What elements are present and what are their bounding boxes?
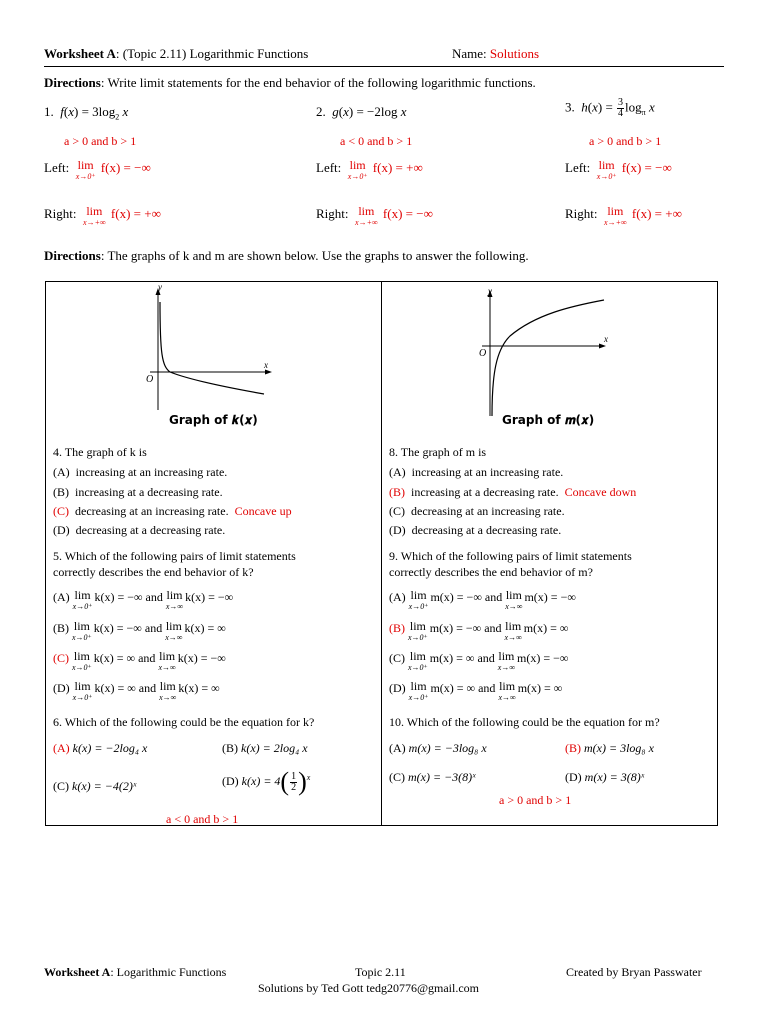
q5-option-d: (D) lim x→0⁺ k(x) = ∞ and lim x→∞ k(x) = ∞ — [53, 679, 220, 702]
q6-stem: 6. Which of the following could be the equation for k? — [53, 715, 315, 729]
problem-1-number: 1. — [44, 104, 54, 119]
q10-stem: 10. Which of the following could be the equation for m? — [389, 715, 660, 729]
problem-2-left-result: f(x) = +∞ — [372, 160, 423, 175]
problem-1-func-name: f — [60, 104, 64, 119]
q6-option-d: (D) k(x) = 4( $\frac{1}{2}$ )$^x$ — [222, 767, 311, 796]
q10-condition: a > 0 and b > 1 — [499, 793, 572, 807]
problem-2-left-limit — [316, 160, 423, 182]
problem-2-func-name: g — [332, 104, 339, 119]
problem-3-base: π — [641, 108, 646, 118]
graph-m-x-label: x — [604, 334, 608, 344]
q4-stem: 4. The graph of k is — [53, 445, 147, 459]
q9-option-a: (A) lim x→0⁺ m(x) = −∞ and lim x→∞ m(x) = −∞ — [389, 588, 576, 611]
q5-stem-line2: correctly describes the end behavior of k? — [53, 565, 254, 579]
problem-1-right-limit — [44, 206, 161, 228]
worksheet-header — [44, 46, 308, 62]
problem-3-condition: a > 0 and b > 1 — [589, 134, 662, 148]
q6-condition: a < 0 and b > 1 — [166, 812, 239, 826]
problem-2-right-result: f(x) = −∞ — [382, 206, 433, 221]
problem-3-left-limit — [565, 160, 672, 182]
graph-m-y-label: y — [488, 286, 492, 296]
graph-m-title: Graph of 𝒎(𝒙) — [502, 413, 595, 427]
directions-2 — [44, 248, 529, 264]
footer-topic: Topic 2.11 — [355, 965, 406, 979]
problem-3-coef-fraction: $\frac{3}{4}$ — [618, 97, 624, 119]
q9-option-b: (B) lim x→0⁺ m(x) = −∞ and lim x→∞ m(x) = ∞ — [389, 619, 569, 642]
directions-2-label: Directions — [44, 248, 101, 263]
q5-option-c: (C) lim x→0⁺ k(x) = ∞ and lim x→∞ k(x) = −∞ — [53, 649, 226, 672]
limit-left-1: lim x→0⁺ — [75, 158, 96, 181]
q4-option-d: (D) decreasing at a decreasing rate. — [53, 523, 226, 537]
q8-option-c: (C) decreasing at an increasing rate. — [389, 504, 565, 518]
graph-m-origin: O — [479, 348, 487, 359]
q10-option-b: (B) m(x) = 3log₈ x — [565, 741, 654, 755]
q10-option-c: (C) m(x) = −3(8)ˣ — [389, 770, 476, 784]
footer-solutions-credit: Solutions by Ted Gott tedg20776@gmail.com — [258, 981, 479, 995]
q9-stem-line1: 9. Which of the following pairs of limit statements — [389, 549, 632, 563]
name-value: Solutions — [489, 46, 540, 61]
q9-option-d: (D) lim x→0⁺ m(x) = ∞ and lim x→∞ m(x) = ∞ — [389, 679, 563, 702]
topic-text: : (Topic 2.11) Logarithmic Functions — [115, 46, 309, 61]
problem-2-left-label: Left: — [316, 160, 342, 175]
graph-m — [476, 284, 616, 420]
graphs-box-divider — [381, 281, 382, 826]
problem-3-number: 3. — [565, 99, 575, 115]
problem-2-condition: a < 0 and b > 1 — [340, 134, 413, 148]
problem-2-right-limit — [316, 206, 433, 228]
limit-right-1: lim x→+∞ — [83, 204, 106, 227]
directions-1-text: : Write limit statements for the end behavior of the following logarithmic functions. — [100, 75, 536, 90]
q4-option-c: (C) decreasing at an increasing rate. Concave up — [53, 504, 292, 518]
header-rule — [44, 66, 724, 67]
limit-right-2: lim x→+∞ — [355, 204, 378, 227]
graph-k-title: Graph of 𝒌(𝒙) — [169, 413, 258, 427]
problem-1-condition: a > 0 and b > 1 — [64, 134, 137, 148]
problem-3-right-limit — [565, 206, 682, 228]
graph-k — [140, 284, 280, 414]
limit-left-2: lim x→0⁺ — [347, 158, 368, 181]
q8-option-d: (D) decreasing at a decreasing rate. — [389, 523, 562, 537]
footer-title: : Logarithmic Functions — [110, 965, 227, 979]
problem-3-left-result: f(x) = −∞ — [621, 160, 672, 175]
limit-right-3: lim x→+∞ — [604, 204, 627, 227]
q10-option-a: (A) m(x) = −3log₈ x — [389, 741, 487, 755]
q5-option-b: (B) lim x→0⁺ k(x) = −∞ and lim x→∞ k(x) = ∞ — [53, 619, 226, 642]
graph-k-origin: O — [146, 374, 154, 385]
q4-option-b: (B) increasing at a decreasing rate. — [53, 485, 223, 499]
footer-created-by: Created by Bryan Passwater — [566, 965, 702, 979]
q5-option-a: (A) lim x→0⁺ k(x) = −∞ and lim x→∞ k(x) = −∞ — [53, 588, 234, 611]
problem-1-left-label: Left: — [44, 160, 70, 175]
problem-3-right-result: f(x) = +∞ — [631, 206, 682, 221]
q4-option-a: (A) increasing at an increasing rate. — [53, 465, 228, 479]
footer-worksheet-label: Worksheet A — [44, 965, 111, 979]
problem-1-function: 1. $f(x) = 3\log_2$ x — [44, 104, 129, 122]
directions-1 — [44, 75, 536, 91]
problem-1-right-result: f(x) = +∞ — [110, 206, 161, 221]
q9-stem-line2: correctly describes the end behavior of m? — [389, 565, 593, 579]
problem-2-function: 2. g(x) = −2log x — [316, 104, 407, 119]
name-label: Name: — [452, 46, 490, 61]
problem-3-func-name: h — [581, 99, 588, 115]
limit-left-3: lim x→0⁺ — [596, 158, 617, 181]
q9-option-c: (C) lim x→0⁺ m(x) = ∞ and lim x→∞ m(x) = −∞ — [389, 649, 569, 672]
q8-option-b: (B) increasing at a decreasing rate. Concave down — [389, 485, 637, 499]
problem-3-left-label: Left: — [565, 160, 591, 175]
q8-option-a: (A) increasing at an increasing rate. — [389, 465, 564, 479]
problem-1-right-label: Right: — [44, 206, 77, 221]
problem-1-coef: 3 — [92, 104, 99, 119]
problem-3-right-label: Right: — [565, 206, 598, 221]
q6-option-b: (B) k(x) = 2log₄ x — [222, 741, 308, 755]
worksheet-label: Worksheet A — [44, 46, 116, 61]
q10-option-d: (D) m(x) = 3(8)ˣ — [565, 770, 645, 784]
name-field — [452, 46, 539, 62]
q6-option-c: (C) k(x) = −4(2)ˣ — [53, 779, 137, 793]
problem-2-number: 2. — [316, 104, 326, 119]
directions-1-label: Directions — [44, 75, 101, 90]
problem-3-function: 3. h(x) = $\frac{3}{4}$ $\log_\pi x$ — [565, 97, 655, 119]
directions-2-text: : The graphs of k and m are shown below. Use the graphs to answer the following. — [100, 248, 529, 263]
graph-k-x-label: x — [264, 360, 268, 370]
problem-1-left-result: f(x) = −∞ — [100, 160, 151, 175]
problem-1-base: 2 — [115, 112, 120, 122]
q8-concave-note: Concave down — [564, 485, 637, 499]
problem-2-right-label: Right: — [316, 206, 349, 221]
footer-worksheet — [44, 965, 226, 980]
q8-stem: 8. The graph of m is — [389, 445, 487, 459]
problem-1-left-limit — [44, 160, 151, 182]
q5-stem-line1: 5. Which of the following pairs of limit statements — [53, 549, 296, 563]
graph-k-y-label: y — [158, 284, 162, 292]
q4-concave-note: Concave up — [234, 504, 292, 518]
problem-2-coef: −2 — [367, 104, 381, 119]
q6-option-a: (A) k(x) = −2log₄ x — [53, 741, 148, 755]
